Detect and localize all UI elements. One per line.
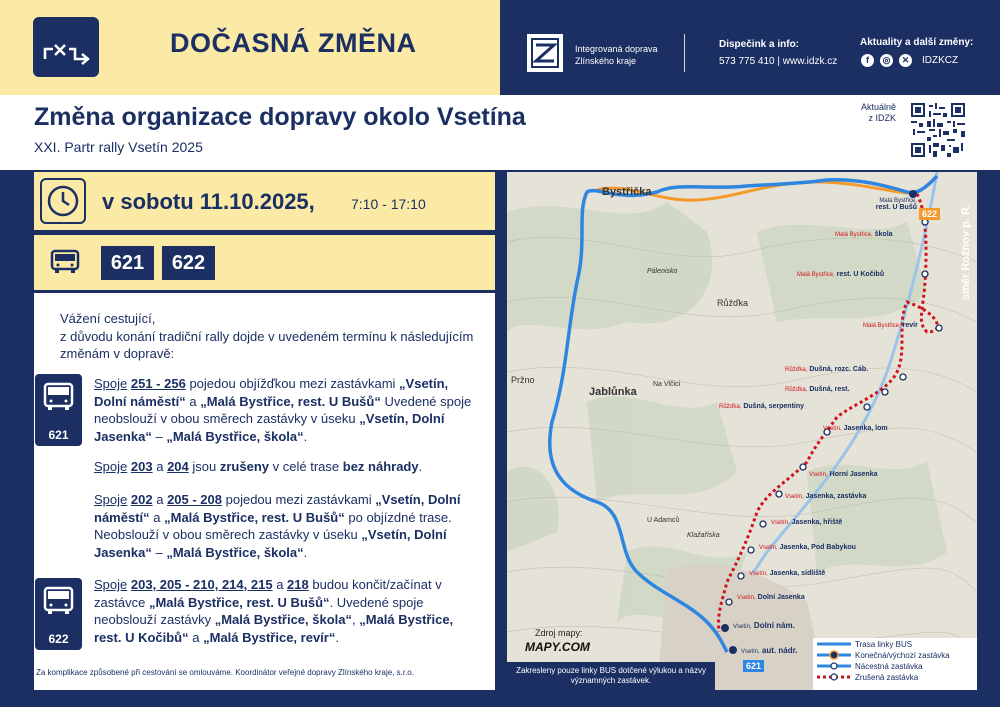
stop-revir: Malá Bystřice, revír	[863, 322, 918, 329]
line-badge-621: 621	[101, 246, 154, 280]
stop-skola: Malá Bystřice, škola	[835, 231, 893, 238]
line-badge-622: 622	[162, 246, 215, 280]
dispatch-label: Dispečink a info:	[719, 39, 800, 50]
x-icon[interactable]: ✕	[899, 54, 912, 67]
place-klazariska: Klažaříska	[687, 532, 720, 539]
line-621-change-2: Spoje 203 a 204 jsou zrušeny v celé trase bez náhrady.	[94, 459, 423, 474]
line-622-badge: 622	[35, 578, 82, 650]
legend-intermediate: Nácestná zastávka	[855, 662, 923, 671]
clock-icon	[40, 178, 86, 224]
stop-dusna-rest: Růžďka, Dušná, rest.	[785, 386, 850, 393]
legend-terminal: Konečná/výchozí zastávka	[855, 651, 950, 660]
idzk-name: Integrovaná doprava Zlínského kraje	[575, 44, 658, 66]
place-jablunka: Jablůnka	[589, 386, 637, 398]
map-source-label: Zdroj mapy:	[535, 628, 583, 638]
page-title: Změna organizace dopravy okolo Vsetína	[34, 103, 526, 131]
legend-route: Trasa linky BUS	[855, 640, 913, 649]
stop-jasenka-zastavka: Vsetín, Jasenka, zastávka	[785, 493, 867, 500]
stop-jasenka-lom: Vsetín, Jasenka, lom	[823, 425, 888, 432]
stop-jasenka-sidliste: Vsetín, Jasenka, sídliště	[749, 570, 826, 577]
header-divider	[684, 34, 685, 72]
place-palenisko: Pálenisko	[647, 268, 678, 275]
stop-u-kocibu: Malá Bystřice, rest. U Kočibů	[797, 271, 885, 278]
line-621-change-3: Spoje 202 a 205 - 208 pojedou mezi zastávkami „Vsetín, Dolní náměstí“ a „Malá Bystřice, rest. U Bušů“ po objízdné trase. Neobslouží v obou směrech zastávky v úseku „Vsetín, Dolní Jasenka“ – „Malá Bystřice, škola“.	[94, 492, 461, 560]
intro-text: Vážení cestující, z důvodu konání tradiční rally dojde v uvedeném termínu k následujícím změnám v dopravě:	[60, 311, 474, 361]
place-bystricka: Bystřička	[602, 186, 652, 198]
stop-pod-babykou: Vsetín, Jasenka, Pod Babykou	[759, 544, 856, 551]
header-title: DOČASNÁ ZMĚNA	[170, 28, 417, 58]
badge-622-map: 622	[919, 208, 940, 220]
stop-dolni-jasenka: Vsetín, Dolní Jasenka	[737, 594, 805, 601]
news-label: Aktuality a další změny:	[860, 37, 974, 48]
stop-horni-jasenka: Vsetín, Horní Jasenka	[809, 471, 878, 478]
stop-u-busu: Malá Bystřice, rest. U Bušů	[875, 198, 917, 211]
place-u-adamcu: U Adamců	[647, 517, 680, 524]
map-note: Zakresleny pouze linky BUS dotčené výlukou a názvy významných zastávek.	[507, 662, 715, 690]
place-na-vlcici: Na Vlčici	[653, 381, 681, 388]
place-ruzdka: Růžďka	[717, 298, 749, 308]
route-change-icon	[33, 17, 99, 77]
date-main: v sobotu 11.10.2025,	[102, 189, 315, 214]
footnote: Za komplikace způsobené při cestování se omlouváme. Koordinátor veřejné dopravy Zlínského kraje, s.r.o.	[36, 668, 414, 677]
stop-rozc-cab: Růžďka, Dušná, rozc. Cáb.	[785, 366, 869, 373]
page-subtitle: XXI. Partr rally Vsetín 2025	[34, 139, 203, 155]
line-622-change-1: Spoje 203, 205 - 210, 214, 215 a 218 budou končit/začínat v zastávce „Malá Bystřice, rest. U Bušů“. Uvedené spoje neobslouží zastávky „Malá Bystřice, škola“, „Malá Bystřice, rest. U Kočibů“ a „Malá Bystřice, revír“.	[94, 577, 454, 645]
stop-serpentiny: Růžďka, Dušná, serpentiny	[719, 403, 805, 410]
qr-code[interactable]	[909, 101, 967, 159]
instagram-icon[interactable]: ◎	[880, 54, 893, 67]
social-handle[interactable]: IDZKCZ	[922, 55, 959, 66]
badge-621-map: 621	[743, 660, 764, 672]
map-source-brand[interactable]: MAPY.COM	[525, 640, 590, 654]
map-legend	[813, 638, 977, 690]
stop-aut-nadr: Vsetín, aut. nádr.	[741, 646, 798, 655]
stop-dolni-nam: Vsetín, Dolní nám.	[733, 621, 795, 630]
direction-label: směr Rožnov p. R.	[960, 204, 972, 300]
dispatch-contact[interactable]: 573 775 410 | www.idzk.cz	[719, 56, 838, 67]
idzk-logo	[527, 34, 563, 72]
bus-icon	[49, 249, 81, 275]
stop-jasenka-hriste: Vsetín, Jasenka, hřiště	[771, 519, 843, 526]
date-time: 7:10 - 17:10	[351, 196, 426, 212]
line-621-change-1: Spoje 251 - 256 pojedou objížďkou mezi zastávkami „Vsetín, Dolní náměstí“ a „Malá Bystřice, rest. U Bušů“ Uvedené spoje neobslouží v obou směrech zastávky v úseku „Vsetín, Dolní Jasenka“ – „Malá Bystřice, škola“.	[94, 376, 472, 444]
line-621-badge: 621	[35, 374, 82, 446]
qr-label: Aktuálně z IDZK	[860, 102, 896, 123]
route-map[interactable]	[507, 172, 977, 690]
legend-cancelled: Zrušená zastávka	[855, 673, 919, 682]
place-przno: Pržno	[511, 375, 535, 385]
facebook-icon[interactable]: f	[861, 54, 874, 67]
